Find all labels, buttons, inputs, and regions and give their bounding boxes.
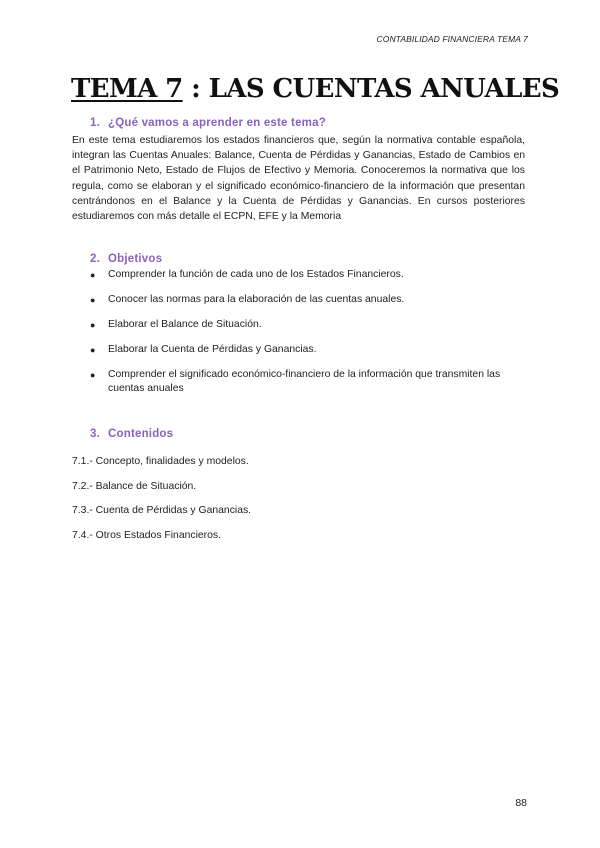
list-item bbox=[90, 318, 527, 332]
bullet-icon: ● bbox=[90, 345, 96, 355]
bullet-icon: ● bbox=[90, 295, 96, 305]
list-item-text: Elaborar el Balance de Situación. bbox=[108, 319, 262, 330]
title-topic-number: TEMA 7 bbox=[71, 74, 183, 104]
list-item-text: Comprender la función de cada uno de los Estados Financieros. bbox=[108, 269, 404, 280]
bullet-icon: ● bbox=[90, 370, 96, 380]
list-item-text: Comprender el significado económico-financiero de la información que transmiten las cuentas anuales bbox=[108, 369, 501, 394]
section-number: 3. bbox=[90, 428, 100, 440]
section-heading-what-we-learn bbox=[90, 117, 326, 129]
list-item bbox=[90, 268, 527, 282]
objectives-list bbox=[90, 268, 527, 407]
list-item bbox=[90, 368, 527, 396]
list-item bbox=[90, 343, 527, 357]
list-item-text: Conocer las normas para la elaboración de las cuentas anuales. bbox=[108, 294, 405, 305]
section-heading-contents bbox=[90, 428, 173, 440]
section-heading-objectives bbox=[90, 253, 162, 265]
contents-item: 7.4.- Otros Estados Financieros. bbox=[72, 529, 221, 541]
section-title: Objetivos bbox=[108, 253, 163, 265]
section-title: Contenidos bbox=[108, 428, 174, 440]
section-number: 2. bbox=[90, 253, 100, 265]
intro-paragraph: En este tema estudiaremos los estados financieros que, según la normativa contable española, integran las Cuentas Anuales: Balance, Cuenta de Pérdidas y Ganancias, Estado de Cambios en el Patrimonio Neto, Estado de Flujos de Efectivo y Memoria. Conoceremos la normativa que los regula, como se elaboran y el significado económico-financiero de la información que presentan centrándonos en el Balance y la Cuenta de Pérdidas y Ganancias. En cursos posteriores estudiaremos con más detalle el ECPN, EFE y la Memoria bbox=[72, 135, 525, 223]
list-item bbox=[90, 293, 527, 307]
section-number: 1. bbox=[90, 117, 100, 129]
title-topic-name: : LAS CUENTAS ANUALES bbox=[182, 74, 560, 104]
bullet-icon: ● bbox=[90, 270, 96, 280]
running-header: CONTABILIDAD FINANCIERA TEMA 7 bbox=[376, 34, 528, 44]
list-item-text: Elaborar la Cuenta de Pérdidas y Ganancias. bbox=[108, 344, 317, 355]
contents-list bbox=[72, 455, 251, 553]
contents-item: 7.1.- Concepto, finalidades y modelos. bbox=[72, 456, 249, 467]
contents-item: 7.3.- Cuenta de Pérdidas y Ganancias. bbox=[72, 505, 252, 516]
page-title bbox=[71, 74, 559, 104]
bullet-icon: ● bbox=[90, 320, 96, 330]
contents-item: 7.2.- Balance de Situación. bbox=[72, 480, 197, 492]
section-title: ¿Qué vamos a aprender en este tema? bbox=[108, 117, 326, 129]
page-number: 88 bbox=[515, 797, 527, 809]
